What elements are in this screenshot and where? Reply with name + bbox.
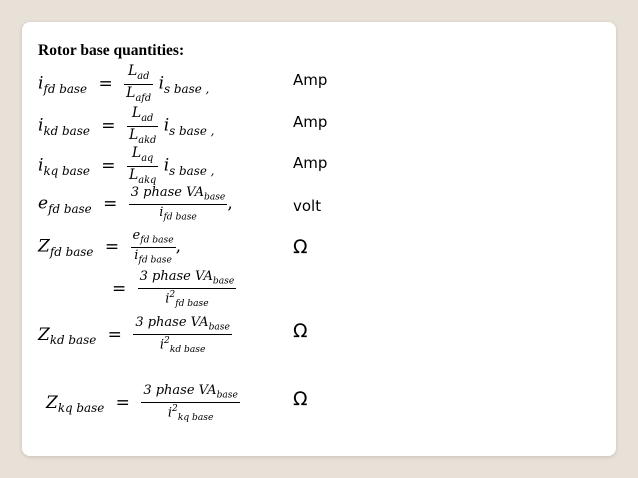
equation-zkd-base [38,316,232,355]
equals-sign: = [98,73,113,94]
tail-symbol: i [158,73,165,94]
denominator-symbol: L [128,126,139,143]
tail-subscript: s base , [169,123,215,138]
denominator-subscript: fd base [138,255,172,266]
denominator-exponent: 2 [164,335,170,346]
fraction [127,146,158,186]
tail-symbol: i [163,115,170,136]
equation-ifd-base [38,64,209,104]
section-heading: Rotor base quantities: [38,42,185,59]
unit-label: Ω [293,388,308,410]
numerator [127,106,158,127]
numerator-text: 3 phase VA [143,383,217,398]
denominator-subscript: afd [135,92,152,104]
equation-ikd-base [38,106,214,146]
numerator [127,146,158,167]
denominator [138,289,237,309]
lhs-subscript: fd base [43,81,88,96]
numerator-text: 3 phase VA [135,315,209,330]
numerator-subscript: base [204,192,226,203]
equals-sign: = [103,193,118,214]
lhs-symbol: Z [46,392,58,413]
equals-sign: = [101,155,116,176]
lhs-symbol: i [38,155,44,176]
numerator-subscript: base [212,276,235,287]
comma: , [175,236,181,257]
denominator-subscript: kq base [177,412,214,423]
denominator-symbol: i [134,247,139,263]
unit-label: Amp [293,113,328,131]
equation-zkq-base [46,384,240,423]
denominator-symbol: L [126,84,136,101]
denominator-subscript: fd base [175,298,209,309]
equation-efd-base [38,186,233,222]
numerator-subscript: base [208,322,230,333]
denominator [133,335,232,355]
unit-label: Ω [293,236,308,258]
numerator-subscript: fd base [140,235,174,246]
equals-sign: = [101,115,116,136]
denominator-symbol: L [128,166,139,183]
unit-label: Ω [293,320,308,342]
numerator-subscript: base [216,390,238,401]
tail-subscript: s base , [169,163,215,178]
fraction [131,229,176,265]
numerator-symbol: L [127,63,138,79]
fraction [124,64,153,104]
denominator [124,85,153,105]
lhs-subscript: kd base [43,123,90,138]
denominator-subscript: fd base [163,212,197,223]
unit-label: Amp [293,154,328,172]
equals-sign: = [104,236,120,257]
denominator-subscript: akq [138,174,157,186]
equation-zfd-base [38,229,181,265]
tail-subscript: s base , [164,81,210,96]
denominator [131,248,176,266]
lhs-subscript: fd base [48,201,92,216]
numerator [124,64,153,85]
denominator [127,167,158,187]
lhs-symbol: e [38,193,49,214]
fraction [141,384,240,423]
equals-sign: = [107,324,122,345]
denominator-subscript: akd [138,134,157,146]
numerator-symbol: L [131,105,142,121]
equation-zfd-alternate [112,270,236,309]
numerator [131,229,176,248]
denominator-subscript: kd base [169,344,206,355]
lhs-subscript: kq base [43,163,90,178]
comma: , [227,193,233,214]
denominator-symbol: i [159,204,164,220]
numerator-subscript: ad [137,70,150,82]
fraction [127,106,158,146]
numerator-subscript: aq [141,152,154,164]
denominator-exponent: 2 [169,289,176,300]
denominator-exponent: 2 [172,403,178,414]
denominator [141,403,240,423]
fraction [133,316,232,355]
denominator [129,205,228,223]
unit-label: Amp [293,71,328,89]
equals-sign: = [112,278,127,299]
lhs-symbol: Z [38,324,50,345]
lhs-symbol: i [38,73,44,94]
lhs-subscript: kq base [57,401,105,416]
fraction [138,270,237,309]
lhs-subscript: fd base [49,244,94,259]
numerator [138,270,237,289]
numerator-symbol: e [132,228,141,243]
numerator-text: 3 phase VA [130,185,205,200]
numerator-symbol: L [131,145,142,161]
lhs-symbol: i [38,115,44,136]
numerator [129,186,228,205]
fraction [129,186,228,222]
unit-label: volt [293,197,322,215]
denominator-symbol: i [159,336,165,352]
numerator [133,316,232,335]
numerator-subscript: ad [141,112,154,124]
denominator-symbol: i [167,404,173,420]
denominator [127,127,158,147]
denominator-symbol: i [165,290,170,306]
tail-symbol: i [163,155,170,176]
equation-ikq-base [38,146,214,186]
numerator-text: 3 phase VA [139,269,213,284]
equals-sign: = [115,392,130,413]
numerator [141,384,240,403]
lhs-subscript: kd base [49,333,97,348]
lhs-symbol: Z [38,236,50,257]
